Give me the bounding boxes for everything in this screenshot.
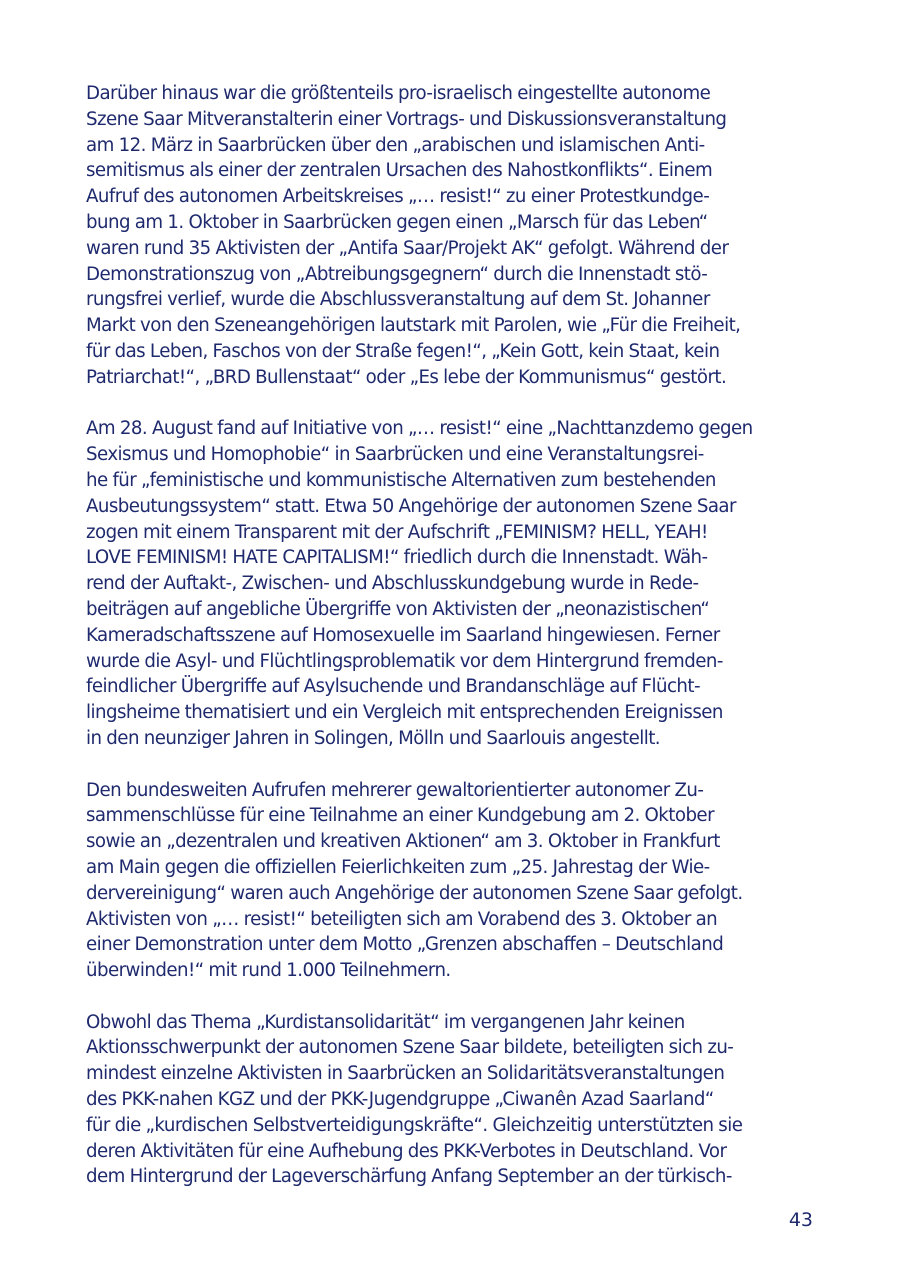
text-line: waren rund 35 Aktivisten der „Antifa Saar/Projekt AK“ gefolgt. Während der [86, 237, 729, 259]
body-text [86, 81, 816, 1216]
text-line: Am 28. August fand auf Initiative von „… resist!“ eine „Nachttanzdemo gegen [86, 418, 753, 440]
text-line: Ausbeutungssystem“ statt. Etwa 50 Angehörige der autonomen Szene Saar [86, 495, 736, 517]
text-line: für die „kurdischen Selbstverteidigungskräfte“. Gleichzeitig unterstützten sie [86, 1114, 743, 1136]
text-line: einer Demonstration unter dem Motto „Grenzen abschaffen – Deutschland [86, 934, 724, 956]
text-line: sowie an „dezentralen und kreativen Aktionen“ am 3. Oktober in Frankfurt [86, 831, 720, 853]
text-line: Darüber hinaus war die größtenteils pro-israelisch eingestellte autonome [86, 83, 711, 104]
text-line: mindest einzelne Aktivisten in Saarbrücken an Solidaritätsveranstaltungen [86, 1063, 725, 1085]
text-line: lingsheime thematisiert und ein Vergleich mit entsprechenden Ereignissen [86, 702, 723, 724]
text-line: überwinden!“ mit rund 1.000 Teilnehmern. [86, 960, 451, 982]
page-number: 43 [788, 1209, 813, 1231]
text-line: für das Leben, Faschos von der Straße fegen!“, „Kein Gott, kein Staat, kein [86, 340, 720, 362]
text-line: he für „feministische und kommunistische Alternativen zum bestehenden [86, 469, 716, 491]
text-line: sammenschlüsse für eine Teilnahme an einer Kundgebung am 2. Oktober [86, 805, 715, 827]
text-line: in den neunziger Jahren in Solingen, Mölln und Saarlouis angestellt. [86, 727, 661, 749]
text-line: Aufruf des autonomen Arbeitskreises „… resist!“ zu einer Protestkundge- [86, 186, 710, 208]
text-line: deren Aktivitäten für eine Aufhebung des PKK-Verbotes in Deutschland. Vor [86, 1140, 727, 1162]
text-line: Markt von den Szeneangehörigen lautstark mit Parolen, wie „Für die Freiheit, [86, 315, 741, 337]
text-line: Patriarchat!“, „BRD Bullenstaat“ oder „Es lebe der Kommunismus“ gestört. [86, 366, 727, 388]
text-line: Sexismus und Homophobie“ in Saarbrücken und eine Veranstaltungsrei- [86, 444, 704, 466]
text-line: Kameradschaftsszene auf Homosexuelle im Saarland hingewiesen. Ferner [86, 624, 720, 646]
paragraph [86, 416, 816, 751]
text-line: LOVE FEMINISM! HATE CAPITALISM!“ friedlich durch die Innenstadt. Wäh- [86, 547, 708, 569]
text-line: dervereinigung“ waren auch Angehörige der autonomen Szene Saar gefolgt. [86, 882, 743, 904]
text-line: rend der Auftakt-, Zwischen- und Abschlusskundgebung wurde in Rede- [86, 573, 699, 595]
text-line: beiträgen auf angebliche Übergriffe von Aktivisten der „neonazistischen“ [86, 598, 710, 620]
text-line: Demonstrationszug von „Abtreibungsgegnern“ durch die Innenstadt stö- [86, 263, 708, 285]
text-line: des PKK-nahen KGZ und der PKK-Jugendgruppe „Ciwanên Azad Saarland“ [86, 1089, 714, 1111]
paragraph [86, 81, 816, 391]
text-line: am Main gegen die offiziellen Feierlichkeiten zum „25. Jahrestag der Wie- [86, 856, 710, 878]
text-line: semitismus als einer der zentralen Ursachen des Nahostkonflikts“. Einem [86, 160, 713, 182]
text-line: Szene Saar Mitveranstalterin einer Vortrags- und Diskussionsveranstaltung [86, 108, 727, 130]
text-line: rungsfrei verlief, wurde die Abschlussveranstaltung auf dem St. Johanner [86, 289, 710, 311]
paragraph [86, 778, 816, 984]
text-line: wurde die Asyl- und Flüchtlingsproblematik vor dem Hintergrund fremden- [86, 650, 723, 672]
text-line: Aktionsschwerpunkt der autonomen Szene Saar bildete, beteiligten sich zu- [86, 1037, 734, 1059]
text-line: Den bundesweiten Aufrufen mehrerer gewaltorientierter autonomer Zu- [86, 779, 704, 801]
text-line: Aktivisten von „… resist!“ beteiligten sich am Vorabend des 3. Oktober an [86, 908, 718, 930]
paragraph [86, 1010, 816, 1191]
text-line: am 12. März in Saarbrücken über den „arabischen und islamischen Anti- [86, 134, 705, 156]
text-line: dem Hintergrund der Lageverschärfung Anfang September an der türkisch- [86, 1166, 732, 1188]
text-line: zogen mit einem Transparent mit der Aufschrift „FEMINISM? HELL, YEAH! [86, 521, 708, 543]
text-line: Obwohl das Thema „Kurdistansolidarität“ im vergangenen Jahr keinen [86, 1011, 685, 1033]
text-line: feindlicher Übergriffe auf Asylsuchende und Brandanschläge auf Flücht- [86, 676, 700, 698]
text-line: bung am 1. Oktober in Saarbrücken gegen einen „Marsch für das Leben“ [86, 211, 708, 233]
